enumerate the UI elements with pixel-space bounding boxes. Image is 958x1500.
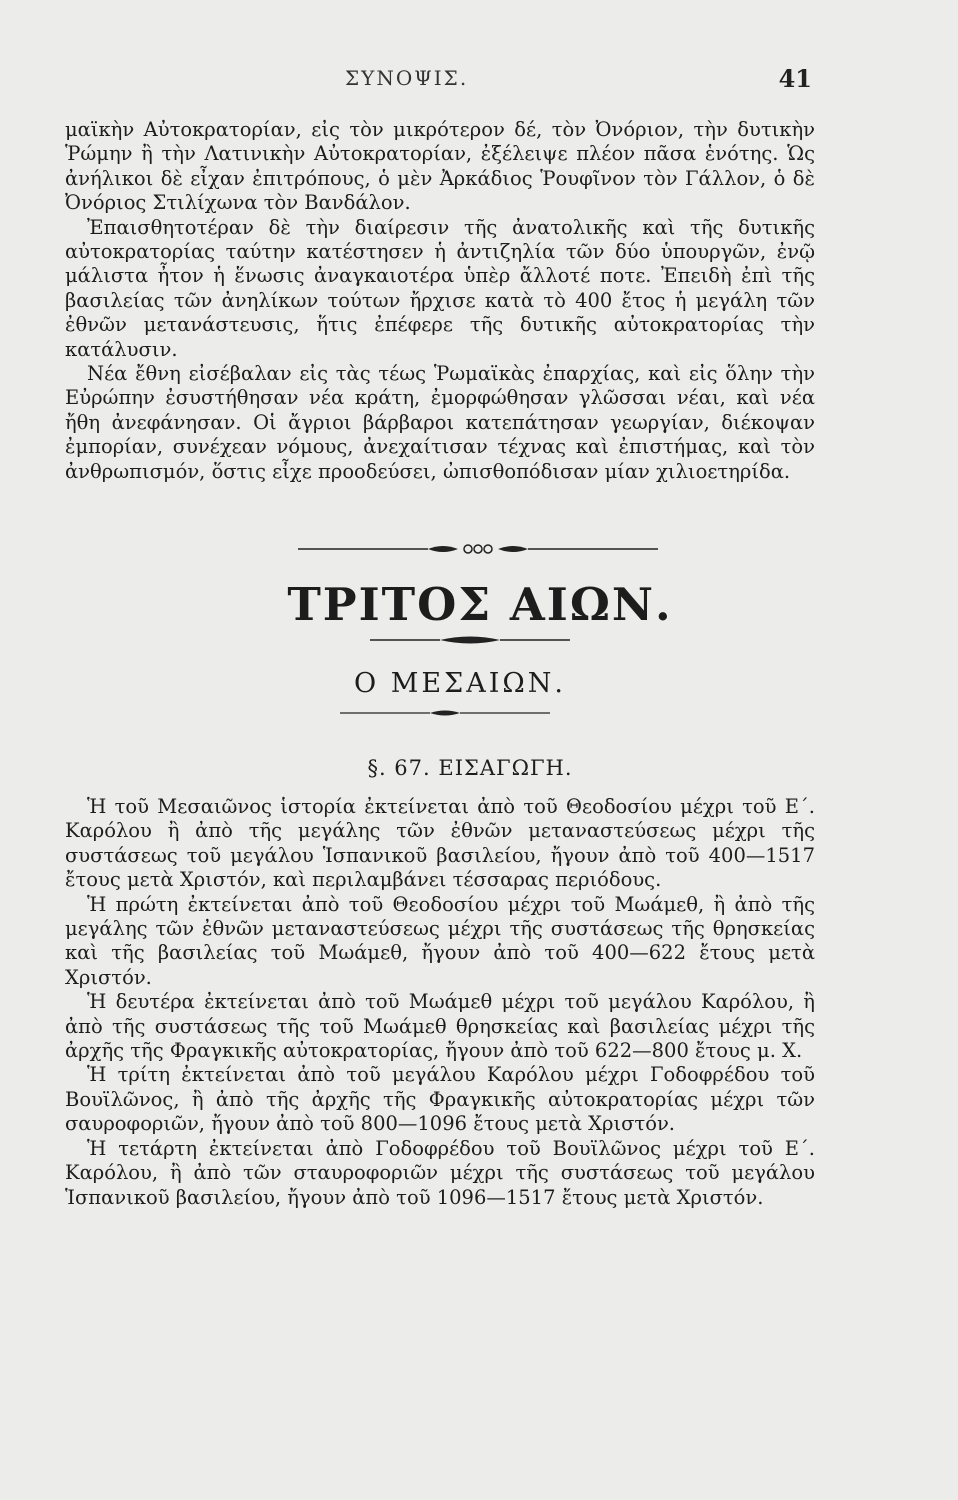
part-title: ΤΡΙΤΟΣ ΑΙΩΝ. — [287, 578, 673, 631]
ornament-rule-top — [298, 542, 658, 556]
ornament-rule-middle — [370, 633, 570, 647]
section-heading: §. 67. ΕΙΣΑΓΩΓΗ. — [367, 756, 573, 780]
intro-paragraph-2: Ἐπαισθητοτέραν δὲ τὴν διαίρεσιν τῆς ἀνατολικῆς καὶ τῆς δυτικῆς αὐτοκρατορίας ταύτην κατέστησεν ἡ ἀντιζηλία τῶν δύο ὑπουργῶν, ἐνῷ μάλιστα ἦτον ἡ ἕνωσις ἀναγκαιοτέρα ὑπὲρ ἄλλοτέ ποτε. Ἐπειδὴ ἐπὶ τῆς βασιλείας τῶν ἀνηλίκων τούτων ἤρχισε κατὰ τὸ 400 ἔτος ἡ μεγάλη τῶν ἐθνῶν μετανάστευσις, ἥτις ἐπέφερε τῆς δυτικῆς αὐτοκρατορίας τὴν κατάλυσιν. — [65, 215, 815, 361]
intro-paragraph-3: Νέα ἔθνη εἰσέβαλαν εἰς τὰς τέως Ῥωμαϊκὰς ἐπαρχίας, καὶ εἰς ὅλην τὴν Εὐρώπην ἐσυστήθησαν νέα κράτη, ἐμορφώθησαν γλῶσσαι νέαι, καὶ νέα ἤθη ἀνεφάνησαν. Οἱ ἄγριοι βάρβαροι κατεπάτησαν γεωργίαν, διέκοψαν ἐμπορίαν, συνέχεαν νόμους, ἀνεχαίτισαν τέχνας καὶ ἐπιστήμας, καὶ τὸν ἀνθρωπισμόν, ὅστις εἶχε προοδεύσει, ὠπισθοπόδισαν μίαν χιλιοετηρίδα. — [65, 362, 815, 483]
section-paragraph-1: Ἡ τοῦ Μεσαιῶνος ἱστορία ἐκτείνεται ἀπὸ τοῦ Θεοδοσίου μέχρι τοῦ Ε΄. Καρόλου ἢ ἀπὸ τῆς μεγάλης τῶν ἐθνῶν μεταναστεύσεως μέχρι τῆς συστάσεως τοῦ μεγάλου Ἱσπανικοῦ βασιλείου, ἤγουν ἀπὸ τοῦ 400—1517 ἔτους μετὰ Χριστόν, καὶ περιλαμβάνει τέσσαρας περιόδους. — [65, 795, 815, 892]
ornament-rule-bottom — [340, 706, 550, 720]
subtitle: Ο ΜΕΣΑΙΩΝ. — [354, 668, 566, 699]
running-title: ΣΥΝΟΨΙΣ. — [345, 66, 469, 90]
intro-text — [65, 118, 815, 484]
intro-paragraph-1: μαϊκὴν Αὐτοκρατορίαν, εἰς τὸν μικρότερον δέ, τὸν Ὀνόριον, τὴν δυτικὴν Ῥώμην ἢ τὴν Λατινικὴν Αὐτοκρατορίαν, ἐξέλειψε πλέον πᾶσα ἑνότης. Ὡς ἀνήλικοι δὲ εἶχαν ἐπιτρόπους, ὁ μὲν Ἀρκάδιος Ῥουφῖνον τὸν Γάλλον, ὁ δὲ Ὀνόριος Στιλίχωνα τὸν Βανδάλον. — [65, 118, 815, 215]
section-paragraph-2: Ἡ πρώτη ἐκτείνεται ἀπὸ τοῦ Θεοδοσίου μέχρι τοῦ Μωάμεθ, ἢ ἀπὸ τῆς μεγάλης τῶν ἐθνῶν μεταναστεύσεως μέχρι τῆς συστάσεως τῆς θρησκείας καὶ τῆς βασιλείας τοῦ Μωάμεθ, ἤγουν ἀπὸ τοῦ 400—622 ἔτους μετὰ Χριστόν. — [65, 892, 815, 989]
page-number: 41 — [778, 64, 812, 93]
section-text — [65, 795, 815, 1210]
page-header — [300, 66, 812, 96]
section-paragraph-3: Ἡ δευτέρα ἐκτείνεται ἀπὸ τοῦ Μωάμεθ μέχρι τοῦ μεγάλου Καρόλου, ἢ ἀπὸ τῆς συστάσεως τῆς τοῦ Μωάμεθ θρησκείας καὶ βασιλείας μέχρι τῆς ἀρχῆς τῆς Φραγκικῆς αὐτοκρατορίας, ἤγουν ἀπὸ τοῦ 622—800 ἔτους μ. Χ. — [65, 990, 815, 1063]
section-paragraph-5: Ἡ τετάρτη ἐκτείνεται ἀπὸ Γοδοφρέδου τοῦ Βουϊλῶνος μέχρι τοῦ Ε΄. Καρόλου, ἢ ἀπὸ τῶν σταυροφοριῶν μέχρι τῆς συστάσεως τοῦ μεγάλου Ἱσπανικοῦ βασιλείου, ἤγουν ἀπὸ τοῦ 1096—1517 ἔτους μετὰ Χριστόν. — [65, 1136, 815, 1209]
section-paragraph-4: Ἡ τρίτη ἐκτείνεται ἀπὸ τοῦ μεγάλου Καρόλου μέχρι Γοδοφρέδου τοῦ Βουϊλῶνος, ἢ ἀπὸ τῆς ἀρχῆς τῆς Φραγκικῆς αὐτοκρατορίας μέχρι τῶν σαυροφοριῶν, ἤγουν ἀπὸ τοῦ 800—1096 ἔτους μετὰ Χριστόν. — [65, 1063, 815, 1136]
